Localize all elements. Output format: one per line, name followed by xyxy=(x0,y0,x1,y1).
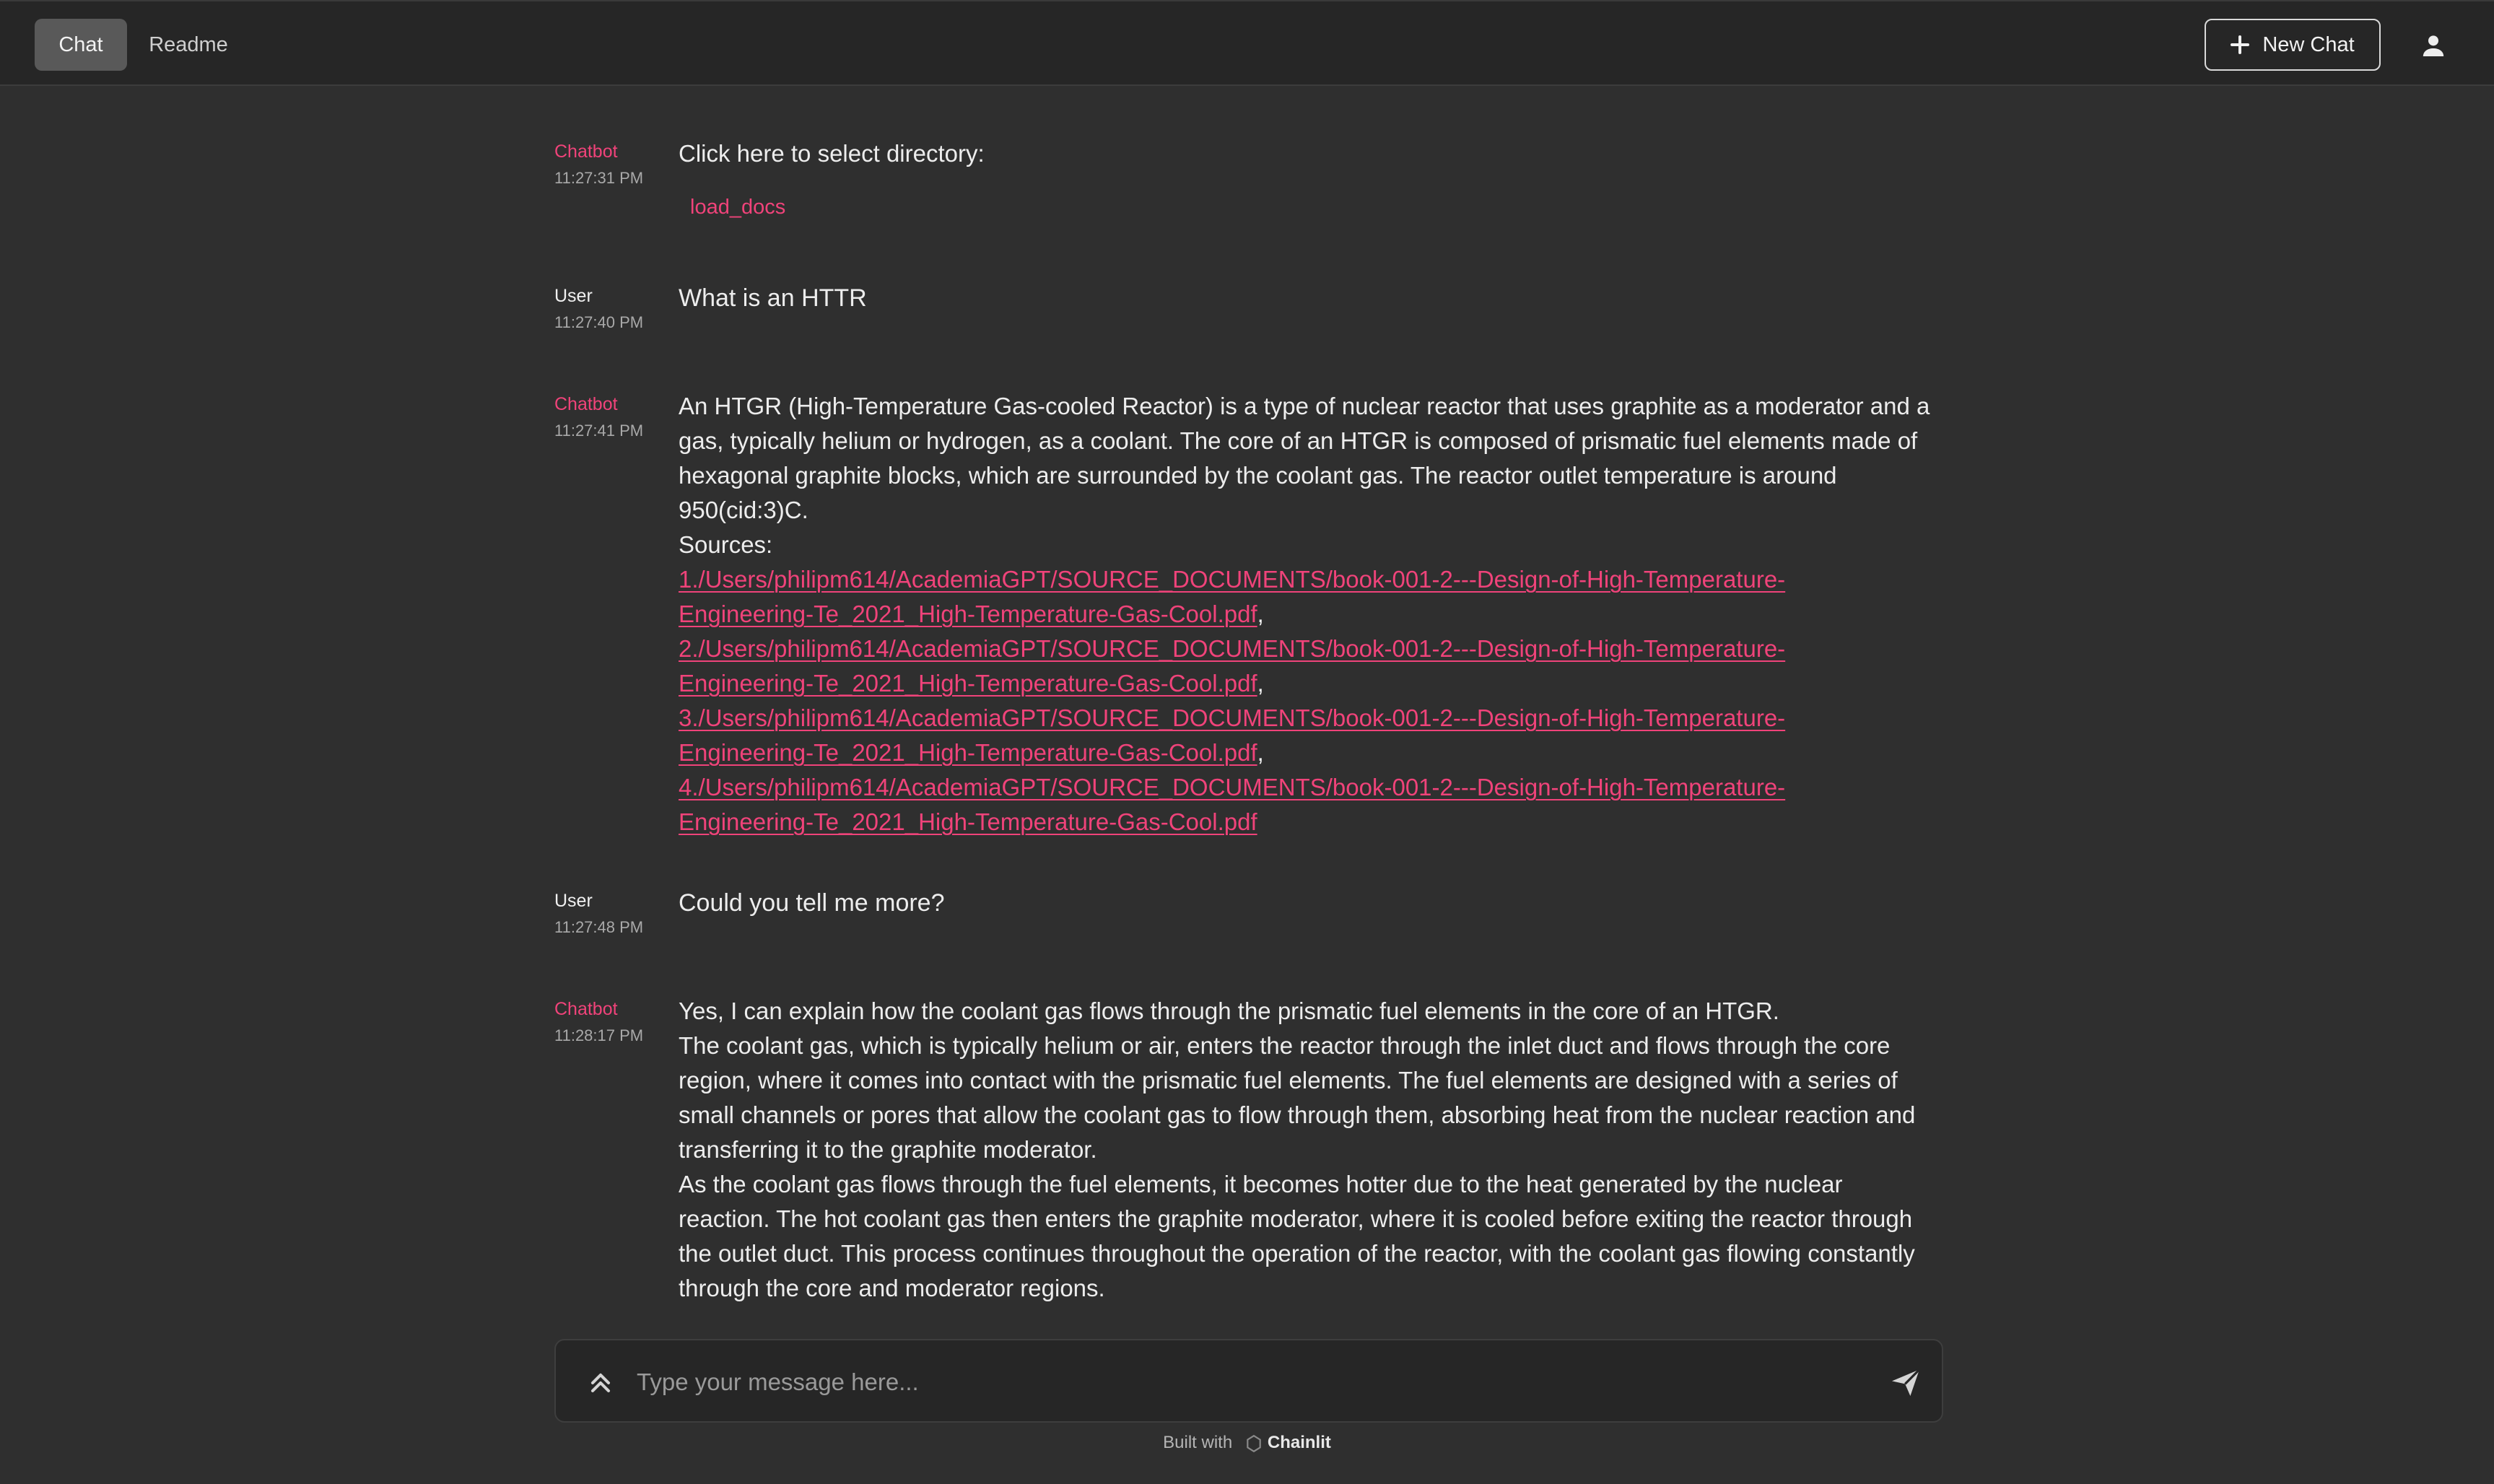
separator: , xyxy=(1257,739,1264,766)
author-name: Chatbot xyxy=(554,999,618,1019)
message-content xyxy=(679,389,1935,839)
source-link[interactable]: 4./Users/philipm614/AcademiaGPT/SOURCE_DOCUMENTS/book-001-2---Design-of-High-Temperature- Engineering-Te_2021_High-Temperature-Gas-Cool.pdf xyxy=(679,774,1786,835)
message-list[interactable] xyxy=(0,87,2494,1317)
source-item xyxy=(679,770,1935,839)
tab-readme-label: Readme xyxy=(149,32,228,56)
message-paragraph: The coolant gas, which is typically helium or air, enters the reactor through the inlet duct and flows through the core region, where it comes into contact with the prismatic fuel elements. The fuel elements are designed with a series of small channels or pores that allow the coolant gas to flow through them, absorbing heat from the nuclear reaction and transferring it to the graphite moderator. xyxy=(679,1032,1916,1163)
timestamp: 11:27:40 PM xyxy=(554,313,644,331)
message-text: An HTGR (High-Temperature Gas-cooled Reactor) is a type of nuclear reactor that uses graphite as a moderator and a gas, typically helium or hydrogen, as a coolant. The core of an HTGR is composed of prismatic fuel elements made of hexagonal graphite blocks, which are surrounded by the coolant gas. The reactor outlet temperature is around 950(cid:3)C. xyxy=(679,393,1930,523)
chainlit-logo-icon xyxy=(1244,1434,1263,1453)
message-meta xyxy=(554,284,670,337)
footer xyxy=(0,1433,2494,1453)
sources-label: Sources: xyxy=(679,531,773,558)
timestamp: 11:28:17 PM xyxy=(554,1026,644,1044)
author-name: Chatbot xyxy=(554,141,618,162)
footer-brand[interactable]: Chainlit xyxy=(1267,1433,1331,1452)
message-content xyxy=(679,136,1935,227)
chevrons-up-icon[interactable] xyxy=(585,1366,616,1398)
message-meta xyxy=(554,139,670,193)
new-chat-button[interactable] xyxy=(2205,19,2381,71)
message-composer xyxy=(554,1339,1943,1423)
message-input[interactable] xyxy=(635,1361,1848,1404)
message-text: What is an HTTR xyxy=(679,284,867,312)
footer-prefix: Built with xyxy=(1163,1433,1233,1452)
tab-chat-label: Chat xyxy=(58,32,103,56)
user-icon xyxy=(2419,31,2448,60)
load-docs-button[interactable]: load_docs xyxy=(690,196,786,219)
message-content xyxy=(679,281,1935,315)
source-item xyxy=(679,701,1935,770)
source-link[interactable]: 1./Users/philipm614/AcademiaGPT/SOURCE_DOCUMENTS/book-001-2---Design-of-High-Temperature- Engineering-Te_2021_High-Temperature-Gas-Cool.pdf xyxy=(679,566,1786,627)
timestamp: 11:27:41 PM xyxy=(554,422,644,440)
message-paragraph: Yes, I can explain how the coolant gas flows through the prismatic fuel elements in the core of an HTGR. xyxy=(679,998,1779,1024)
message-content xyxy=(679,886,1935,920)
top-bar xyxy=(0,0,2494,86)
separator: , xyxy=(1257,670,1264,697)
message-meta xyxy=(554,889,670,942)
author-name: Chatbot xyxy=(554,394,618,414)
plus-icon xyxy=(2231,35,2249,54)
source-link[interactable]: 3./Users/philipm614/AcademiaGPT/SOURCE_DOCUMENTS/book-001-2---Design-of-High-Temperature- Engineering-Te_2021_High-Temperature-Gas-Cool.pdf xyxy=(679,704,1786,766)
message-text: Could you tell me more? xyxy=(679,889,945,917)
author-name: User xyxy=(554,286,593,306)
new-chat-label: New Chat xyxy=(2262,32,2355,56)
user-menu-button[interactable] xyxy=(2411,23,2456,68)
message-content xyxy=(679,994,1935,1306)
timestamp: 11:27:31 PM xyxy=(554,169,644,187)
source-item xyxy=(679,632,1935,701)
author-name: User xyxy=(554,891,593,911)
message-meta xyxy=(554,997,670,1050)
source-item xyxy=(679,562,1935,632)
tab-readme[interactable] xyxy=(137,19,240,71)
message-paragraph: As the coolant gas flows through the fuel elements, it becomes hotter due to the heat generated by the nuclear reaction. The hot coolant gas then enters the graphite moderator, where it is cooled before exiting the reactor through the outlet duct. This process continues throughout the operation of the reactor, with the coolant gas flowing constantly through the core and moderator regions. xyxy=(679,1171,1915,1301)
send-icon[interactable] xyxy=(1888,1365,1923,1400)
source-link[interactable]: 2./Users/philipm614/AcademiaGPT/SOURCE_DOCUMENTS/book-001-2---Design-of-High-Temperature- Engineering-Te_2021_High-Temperature-Gas-Cool.pdf xyxy=(679,635,1786,697)
tab-chat[interactable] xyxy=(35,19,127,71)
message-meta xyxy=(554,392,670,445)
timestamp: 11:27:48 PM xyxy=(554,918,644,936)
separator: , xyxy=(1257,601,1264,627)
message-text: Click here to select directory: xyxy=(679,140,985,167)
